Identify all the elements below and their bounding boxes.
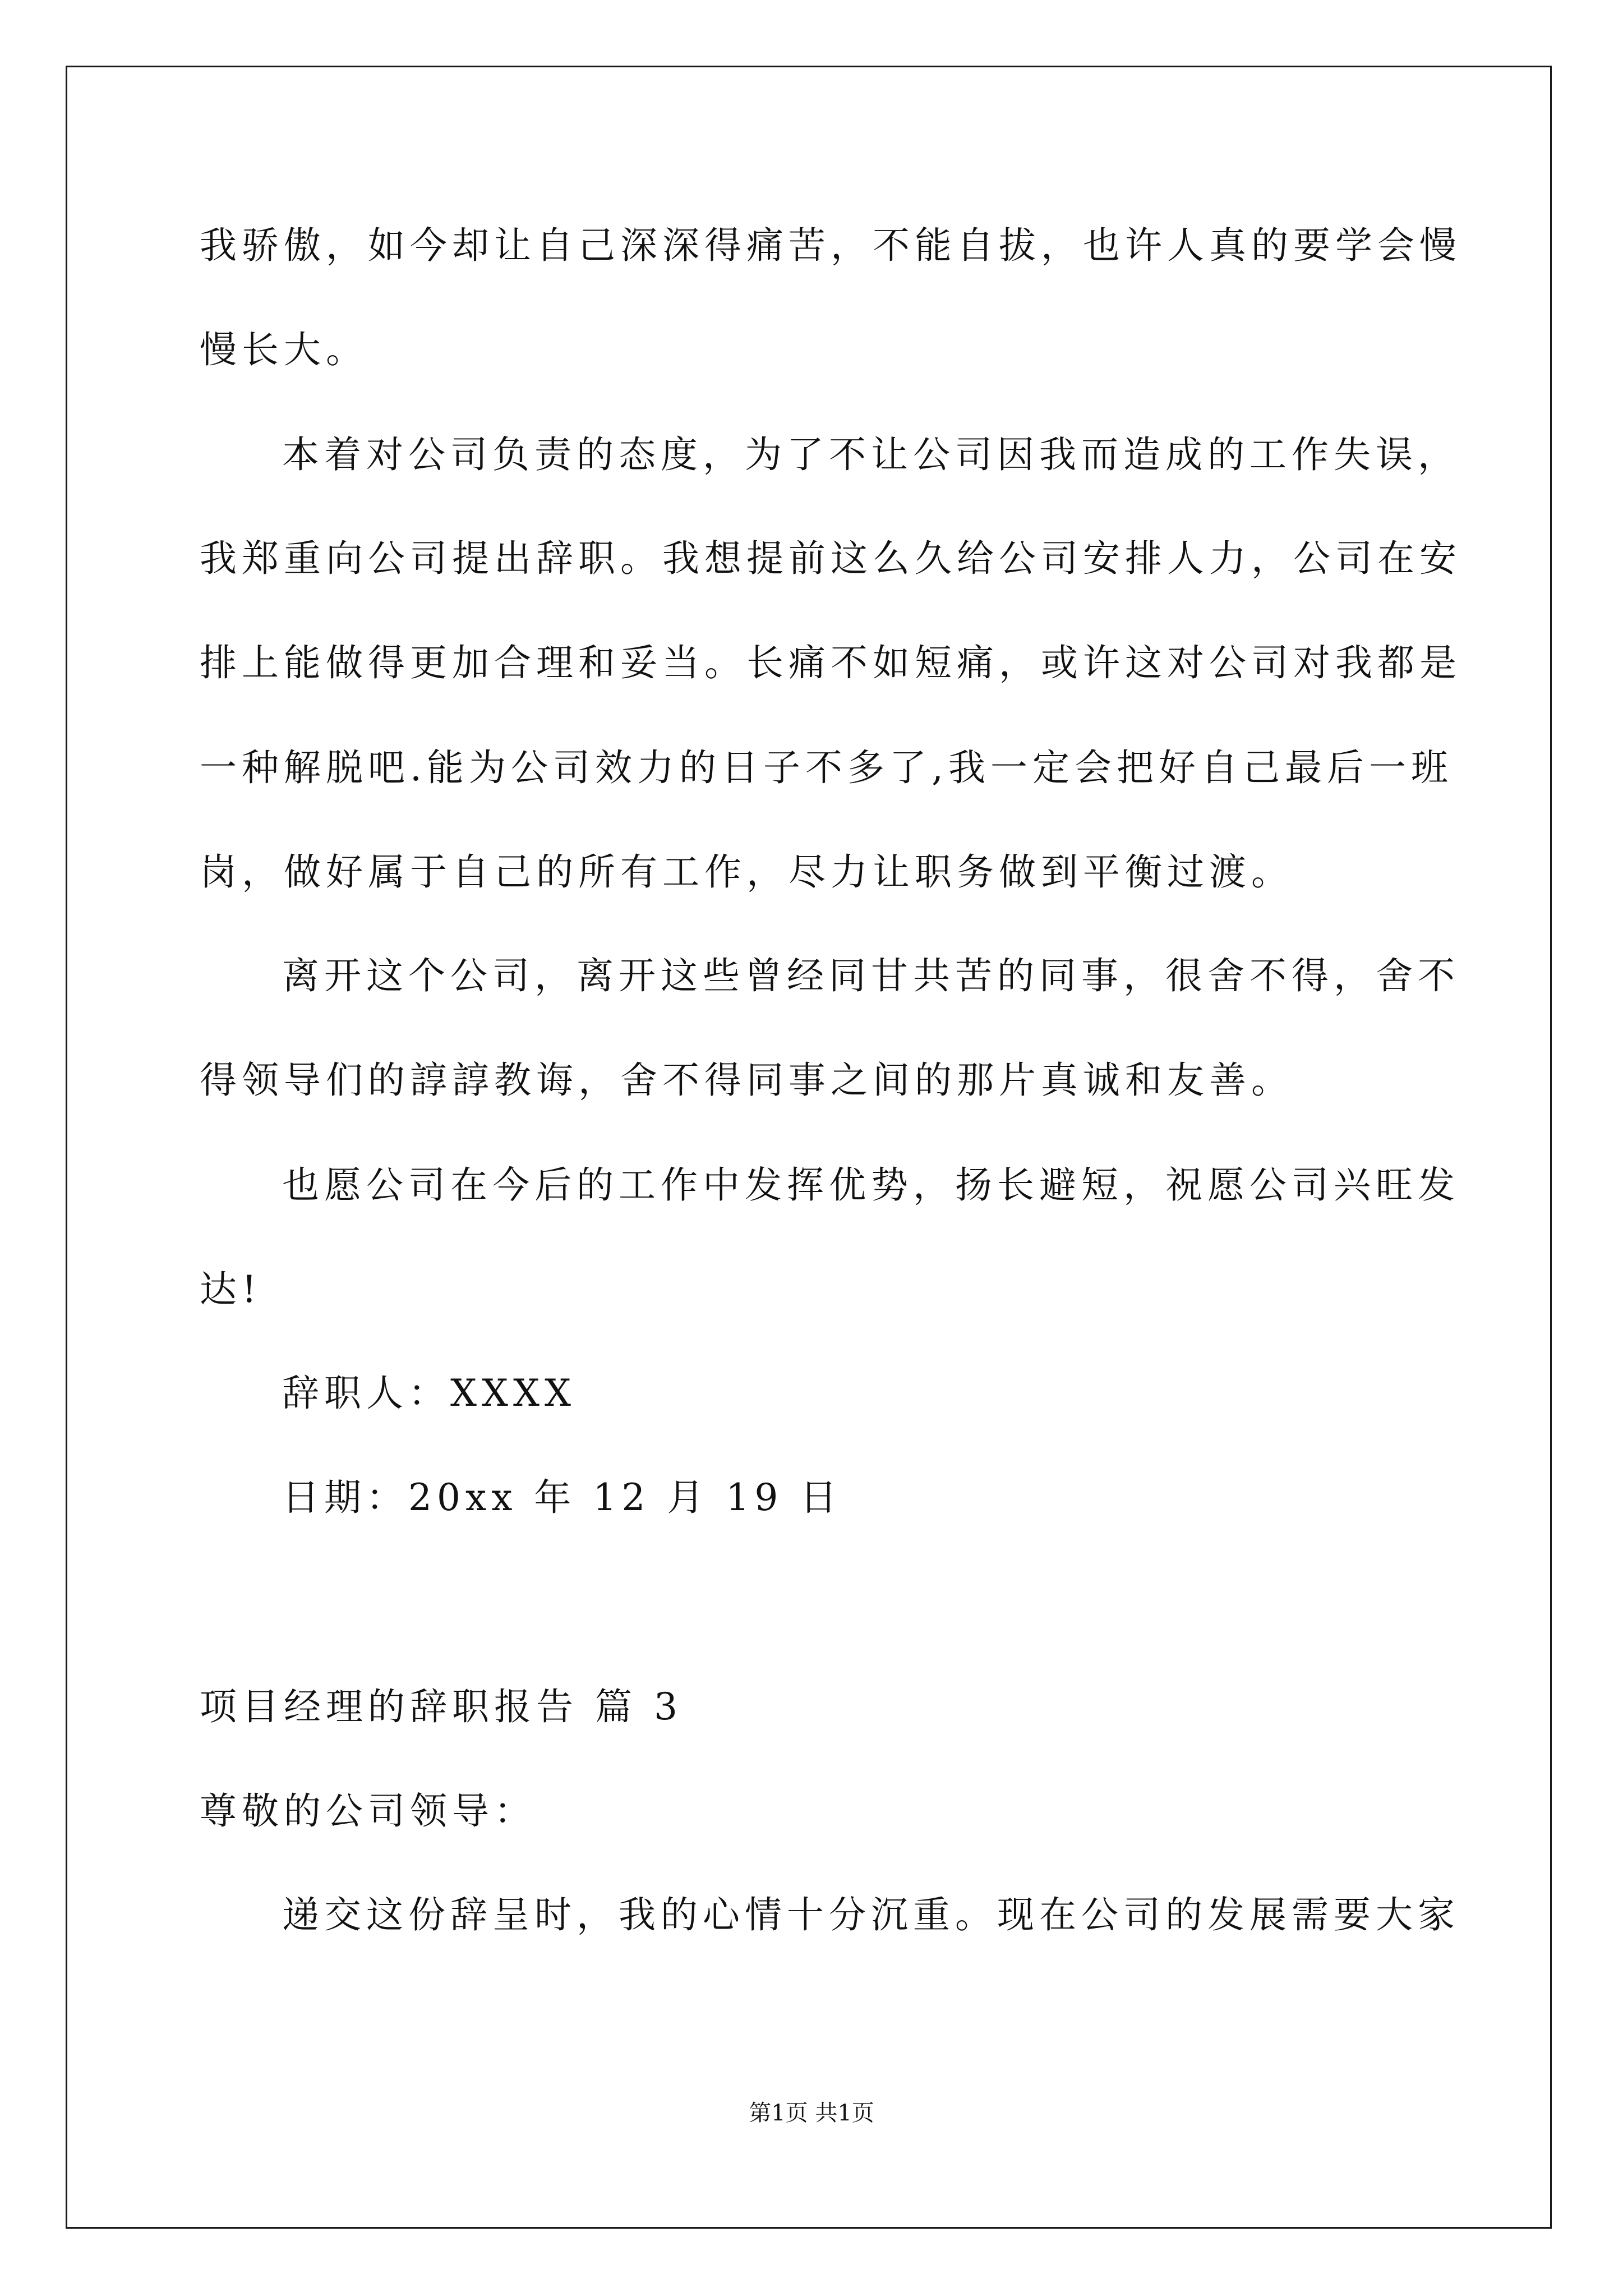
text-line: 得领导们的諄諄教诲，舍不得同事之间的那片真诚和友善。 [200, 1059, 1293, 1102]
salutation: 尊敬的公司领导： [200, 1789, 536, 1833]
text-line: 排上能做得更加合理和妥当。长痛不如短痛，或许这对公司对我都是 [200, 641, 1461, 684]
section-heading: 项目经理的辞职报告 篇 3 [200, 1685, 683, 1728]
text-line: 我骄傲，如今却让自己深深得痛苦，不能自拔，也许人真的要学会慢 [200, 224, 1461, 267]
text-line: 本着对公司负责的态度，为了不让公司因我而造成的工作失误， [282, 433, 1460, 476]
signature-line: 辞职人：XXXX [282, 1372, 576, 1415]
text-line: 也愿公司在今后的工作中发挥优势，扬长避短，祝愿公司兴旺发 [282, 1163, 1460, 1207]
text-line: 达! [200, 1268, 262, 1311]
text-line: 我郑重向公司提出辞职。我想提前这么久给公司安排人力，公司在安 [200, 537, 1461, 580]
text-line: 离开这个公司，离开这些曾经同甘共苦的同事，很舍不得，舍不 [282, 954, 1460, 997]
page-footer: 第1页 共1页 [749, 2100, 874, 2126]
text-line: 一种解脱吧.能为公司效力的日子不多了,我一定会把好自己最后一班 [200, 746, 1453, 789]
text-line: 岗，做好属于自己的所有工作，尽力让职务做到平衡过渡。 [200, 850, 1293, 894]
text-line: 慢长大。 [200, 328, 368, 371]
date-line: 日期：20xx 年 12 月 19 日 [282, 1476, 842, 1519]
text-line: 递交这份辞呈时，我的心情十分沉重。现在公司的发展需要大家 [282, 1893, 1460, 1936]
